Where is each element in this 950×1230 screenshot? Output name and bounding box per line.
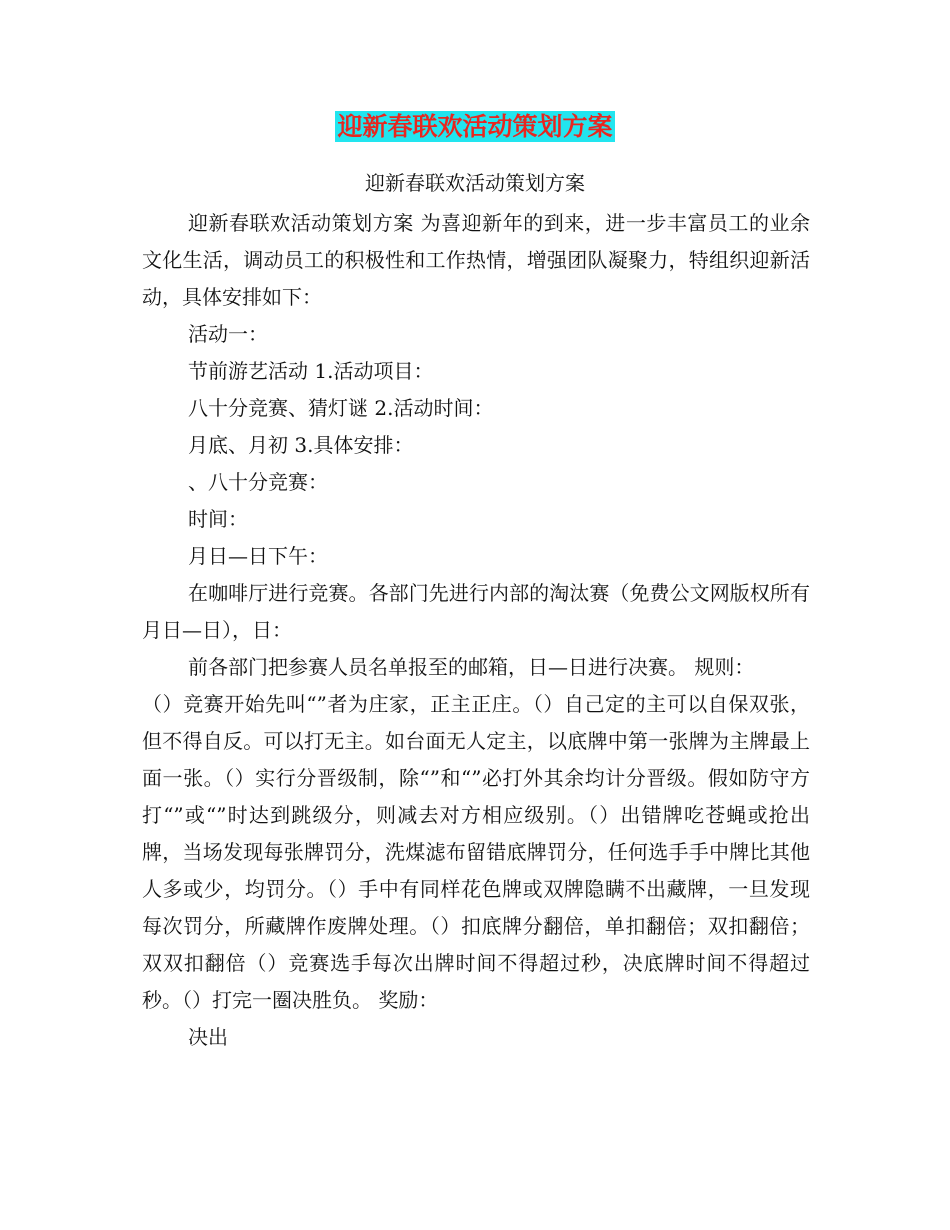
paragraph-intro: 迎新春联欢活动策划方案 为喜迎新年的到来，进一步丰富员工的业余文化生活，调动员工的积极性和工作热情，增强团队凝聚力，特组织迎新活动，具体安排如下： <box>142 211 810 309</box>
document-body <box>142 205 810 1056</box>
title-container <box>0 111 950 142</box>
paragraph-eighty-points: 、八十分竞赛： <box>188 470 328 494</box>
paragraph-items: 八十分竞赛、猜灯谜 2.活动时间： <box>188 396 494 420</box>
paragraph-venue: 在咖啡厅进行竞赛。各部门先进行内部的淘汰赛（免费公文网版权所有月日—日），日： <box>142 581 810 642</box>
paragraph-final: 决出 <box>188 1025 228 1049</box>
paragraph-activity-one: 活动一： <box>188 322 268 346</box>
paragraph-registration: 前各部门把参赛人员名单报至的邮箱，日—日进行决赛。 规则： <box>188 655 755 679</box>
paragraph-pre-festival: 节前游艺活动 1.活动项目： <box>188 359 434 383</box>
paragraph-rules: （）竞赛开始先叫“”者为庄家，正主正庄。（）自己定的主可以自保双张，但不得自反。可以打无主。如台面无人定主，以底牌中第一张牌为主牌最上面一张。（）实行分晋级制，除“”和“”必打外其余均计分晋级。假如防守方打“”或“”时达到跳级分，则减去对方相应级别。（）出错牌吃苍蝇或抢出牌，当场发现每张牌罚分，洗煤滤布留错底牌罚分，任何选手手中牌比其他人多或少，均罚分。（）手中有同样花色牌或双牌隐瞒不出藏牌，一旦发现每次罚分，所藏牌作废牌处理。（）扣底牌分翻倍，单扣翻倍；双扣翻倍；双双扣翻倍（）竞赛选手每次出牌时间不得超过秒，决底牌时间不得超过秒。（）打完一圈决胜负。 奖励： <box>142 692 810 1012</box>
paragraph-time-label: 时间： <box>188 507 248 531</box>
document-title: 迎新春联欢活动策划方案 <box>337 112 613 141</box>
paragraph-date: 月日—日下午： <box>188 544 328 568</box>
paragraph-time: 月底、月初 3.具体安排： <box>188 433 414 457</box>
document-subtitle: 迎新春联欢活动策划方案 <box>365 171 585 195</box>
